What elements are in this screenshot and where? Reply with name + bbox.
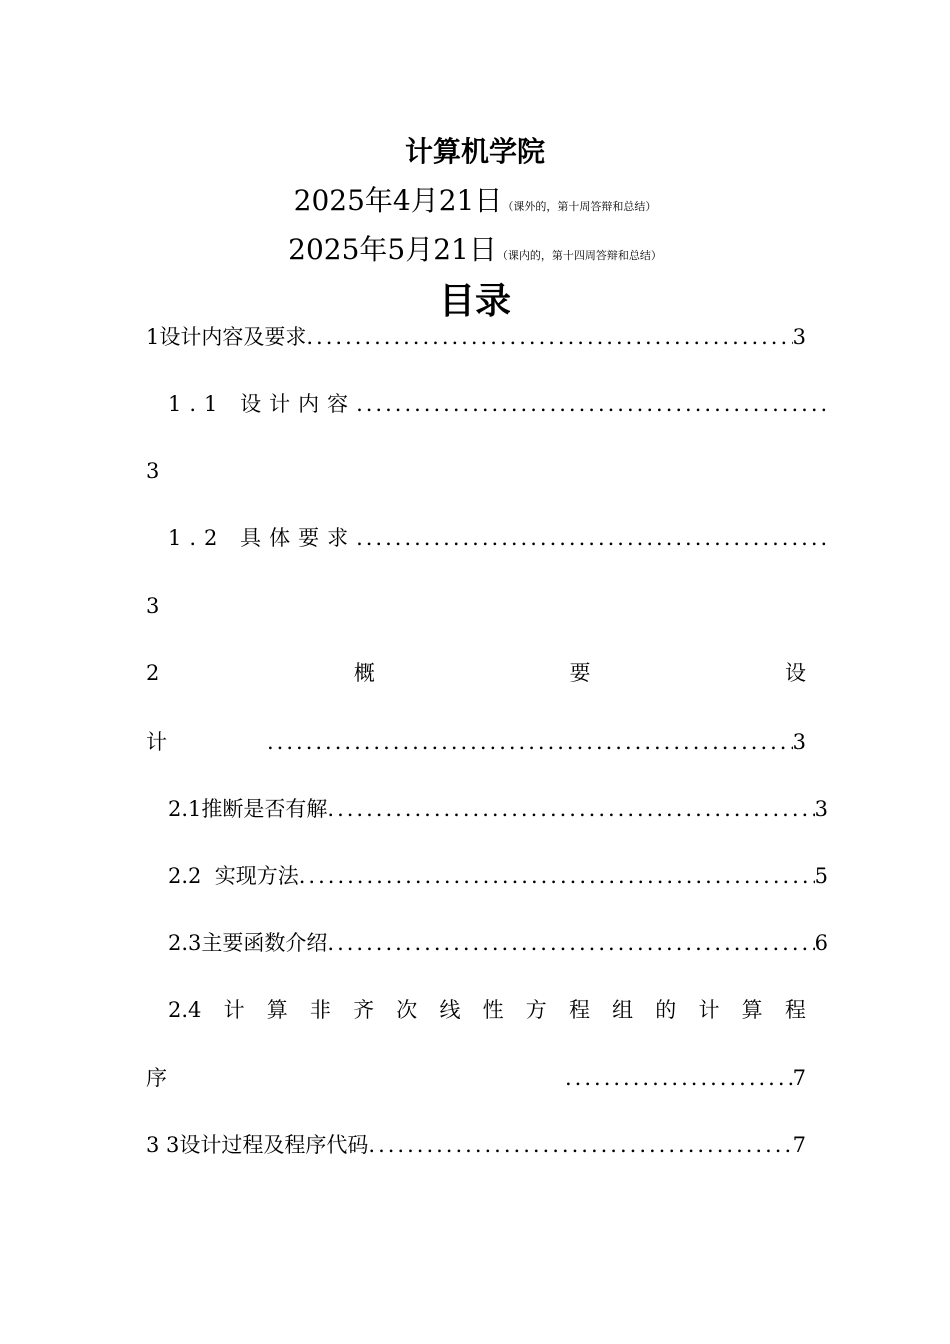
toc-leader-dots xyxy=(327,794,814,824)
toc-entry-label-part: 计 xyxy=(698,998,720,1022)
toc-entry-2-4[interactable] xyxy=(146,995,806,1025)
toc-entry-label: 1.2 具体要求 xyxy=(168,526,357,550)
date-1: 2025年4月21日 xyxy=(293,184,503,217)
toc-leader-dots xyxy=(299,861,815,891)
toc-entry-label-part: 非 xyxy=(309,998,331,1022)
toc-leader-dots xyxy=(356,389,828,419)
toc-entry-label: 2.3主要函数介绍 xyxy=(168,931,328,955)
toc-entry-1-1[interactable] xyxy=(146,389,806,419)
toc-entry-label-part: 设 xyxy=(784,661,806,685)
college-name: 计算机学院 xyxy=(404,135,545,168)
toc-entry-label-part: 齐 xyxy=(353,998,375,1022)
toc-leader-dots xyxy=(356,523,828,553)
toc-entry-label-part: 计 xyxy=(223,998,245,1022)
date-2-note: （课内的，第十四周答辩和总结） xyxy=(496,249,662,262)
date-1-note: （课外的，第十周答辩和总结） xyxy=(502,200,657,213)
toc-entry-label: 1.1 设计内容 xyxy=(168,392,357,416)
toc-entry-1-2-page-line xyxy=(146,591,806,621)
toc-page-number: 7 xyxy=(792,1066,806,1090)
toc-entry-1-2[interactable] xyxy=(146,523,806,553)
toc-entry-label-part: 性 xyxy=(482,998,504,1022)
toc-entry-2-cont xyxy=(146,727,806,757)
toc-entry-label-tail: 序 xyxy=(146,1066,167,1090)
toc-entry-label-part: 方 xyxy=(525,998,547,1022)
toc-page-number: 3 xyxy=(792,325,806,349)
toc-entry-label-part: 算 xyxy=(741,998,763,1022)
toc-entry-label-part: 2 xyxy=(146,661,160,685)
toc-page-number: 6 xyxy=(814,931,828,955)
toc-entry-label-part: 线 xyxy=(439,998,461,1022)
toc-leader-dots xyxy=(267,727,793,757)
toc-leader-dots xyxy=(306,322,792,352)
toc-entry-label-part: 概 xyxy=(353,661,375,685)
toc-page-number: 3 xyxy=(146,594,160,618)
toc-entry-label: 2.2 实现方法 xyxy=(168,864,299,888)
date-line-1 xyxy=(0,181,950,227)
toc-entry-label-part: 的 xyxy=(655,998,677,1022)
toc-entry-label: 3 3设计过程及程序代码 xyxy=(146,1133,369,1157)
date-line-2 xyxy=(0,230,950,276)
toc-entry-label-part: 要 xyxy=(569,661,591,685)
toc-entry-label: 2.1推断是否有解 xyxy=(168,797,328,821)
date-2: 2025年5月21日 xyxy=(288,233,497,266)
toc-heading: 目录 xyxy=(438,281,511,322)
toc-entry-label-part: 算 xyxy=(266,998,288,1022)
toc-entry-3[interactable] xyxy=(146,1130,806,1160)
toc-leader-dots xyxy=(368,1130,792,1160)
toc-page-number: 3 xyxy=(792,730,806,754)
toc-entry-label-part: 次 xyxy=(396,998,418,1022)
toc-entry-2[interactable] xyxy=(146,658,806,688)
toc-entry-label-part: 程 xyxy=(568,998,590,1022)
toc-entry-2-4-cont xyxy=(146,1063,806,1093)
toc-entry-1-1-page-line xyxy=(146,456,806,486)
toc-leader-dots xyxy=(565,1063,793,1093)
toc-entry-2-3[interactable] xyxy=(146,928,828,958)
toc-page-number: 7 xyxy=(792,1133,806,1157)
toc-entry-label-part: 程 xyxy=(784,998,806,1022)
toc-entry-2-1[interactable] xyxy=(146,794,828,824)
toc-entry-1[interactable] xyxy=(146,322,806,352)
toc-entry-2-2[interactable] xyxy=(146,861,828,891)
toc-entry-label-tail: 计 xyxy=(146,730,167,754)
toc-entry-label-part: 2.4 xyxy=(168,998,202,1022)
toc-entry-label: 1设计内容及要求 xyxy=(146,325,307,349)
toc-page-number: 3 xyxy=(146,459,160,483)
toc-page-number: 5 xyxy=(814,864,828,888)
toc-page-number: 3 xyxy=(814,797,828,821)
toc-leader-dots xyxy=(327,928,814,958)
toc-entry-label-part: 组 xyxy=(612,998,634,1022)
